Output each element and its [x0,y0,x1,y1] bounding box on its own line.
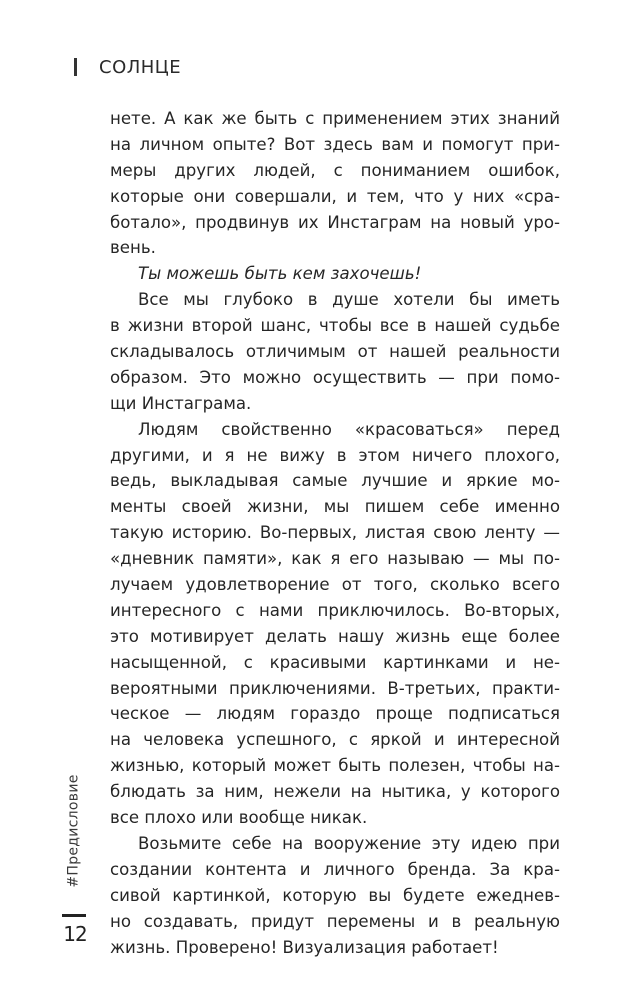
chapter-title: СОЛНЦЕ [99,56,182,78]
text-line: на человека успешного, с яркой и интересной [110,730,560,750]
text-line: меры других людей, с пониманием ошибок, [110,160,560,180]
section-label [64,762,84,900]
text-line: интересного с нами приключилось. Во-вторых, [110,600,560,620]
text-line: на личном опыте? Вот здесь вам и помогут при- [110,134,560,154]
text-line: которые они совершали, и тем, что у них «сра- [110,186,560,206]
text-line: насыщенной, с красивыми картинками и не- [110,652,560,672]
text-line: Людям свойственно «красоваться» перед [138,419,560,439]
italic-emphasis-line: Ты можешь быть кем захочешь! [138,264,422,284]
body-text [110,106,560,960]
text-line: жизнь. Проверено! Визуализация работает! [110,937,499,957]
text-line: образом. Это можно осуществить — при помо- [110,367,560,387]
folio-rule-divider [62,914,86,917]
text-line: создании контента и личного бренда. За кра- [110,859,560,879]
text-line: все плохо или вообще никак. [110,808,368,828]
text-line: вероятными приключениями. В-третьих, практи- [110,678,560,698]
text-line: менты своей жизни, мы пишем себе именно [110,497,560,517]
section-label-text: #Предисловие [66,774,82,888]
text-line: складывалось отличимым от нашей реальности [110,342,560,362]
text-line: нете. А как же быть с применением этих знаний [110,109,560,128]
text-line: сивой картинкой, которую вы будете ежеднев- [110,885,560,905]
text-line: блюдать за ним, нежели на нытика, у которого [110,782,560,802]
text-line: вень. [110,238,156,258]
text-line: другими, и я не вижу в этом ничего плохого, [110,445,560,465]
text-line: Возьмите себе на вооружение эту идею при [138,833,560,853]
text-line: ческое — людям гораздо проще подписаться [110,704,560,724]
running-head [74,55,181,79]
text-line: это мотивирует делать нашу жизнь еще более [110,626,560,646]
header-bar-divider [74,58,77,76]
text-line: ботало», продвинув их Инстаграм на новый уро- [110,212,560,232]
text-line: щи Инстаграма. [110,393,252,413]
text-line: жизнью, который может быть полезен, чтобы на- [110,756,560,776]
text-line: но создавать, придут перемены и в реальную [110,911,560,931]
text-line: в жизни второй шанс, чтобы все в нашей судьбе [110,316,560,336]
text-line: ведь, выкладывая самые лучшие и яркие мо- [110,471,560,491]
text-line: «дневник памяти», как я его называю — мы по- [110,549,560,569]
text-line: лучаем удовлетворение от того, сколько всего [110,575,560,595]
page-number: 12 [63,922,87,946]
text-line: Все мы глубоко в душе хотели бы иметь [138,290,560,310]
text-line: такую историю. Во-первых, листая свою ленту — [110,523,560,543]
